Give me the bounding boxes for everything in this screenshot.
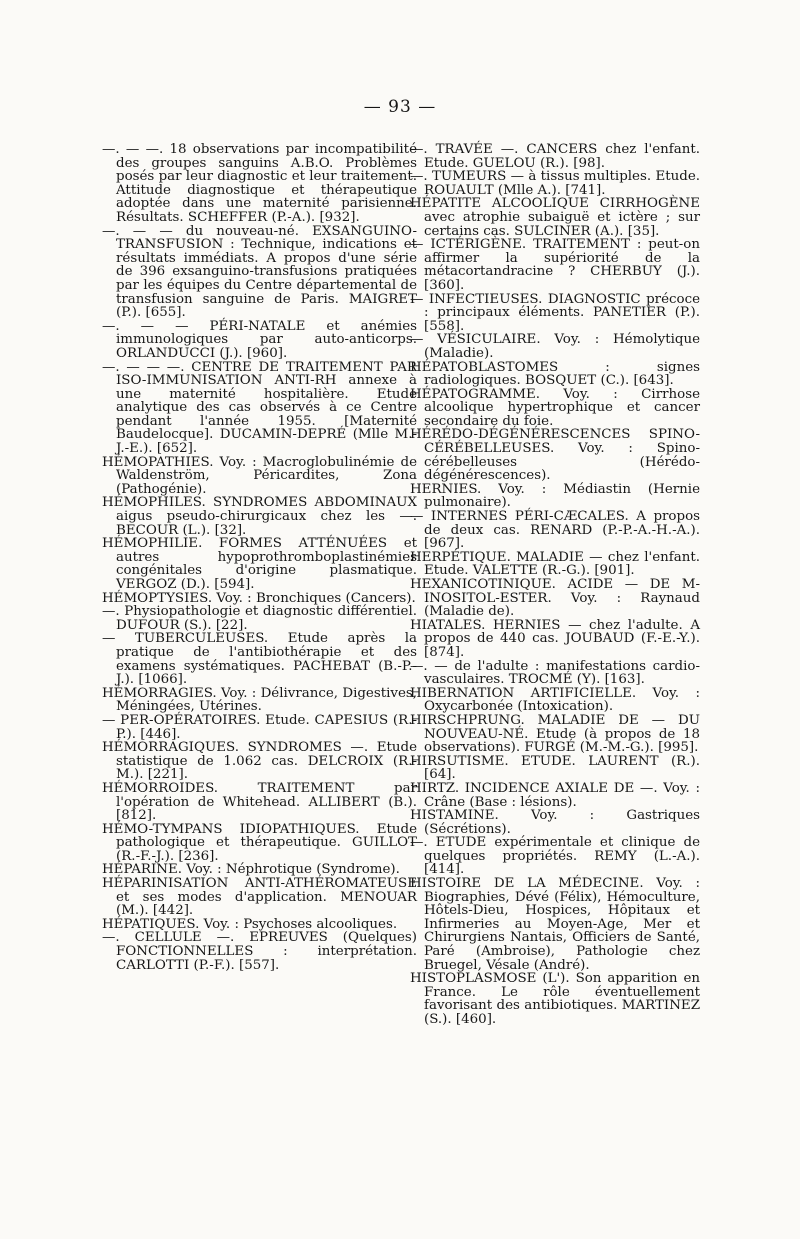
index-entry: — PER-OPÉRATOIRES. Etude. CAPESIUS (R.-P.). [446].: [102, 712, 417, 742]
index-entry: —. — — —. CENTRE DE TRAITEMENT PAR ISO-IMMUNISATION ANTI-RH annexe à une maternité hospitalière. Etude analytique des cas observés à ce Centre pendant l'année 1955. [Maternité Baudelocque]. DUCAMIN-DEPRÉ (Mlle M.-J.-E.). [652].: [102, 359, 417, 457]
index-entry: HIATALES. HERNIES — chez l'adulte. A propos de 440 cas. JOUBAUD (F.-E.-Y.). [874].: [410, 617, 700, 660]
index-entry: HÉMORROIDES. TRAITEMENT par l'opération de Whitehead. ALLIBERT (B.). [812].: [102, 780, 417, 824]
index-entry: HÉPARINE. Voy. : Néphrotique (Syndrome).: [102, 862, 400, 878]
index-entry: HERPÉTIQUE. MALADIE — chez l'enfant. Etude. VALETTE (R.-G.). [901].: [410, 549, 700, 579]
index-entry: HÉPATIQUES. Voy. : Psychoses alcooliques.: [102, 916, 398, 932]
index-entry: HIRTZ. INCIDENCE AXIALE DE —. Voy. : Crâne (Base : lésions).: [410, 780, 700, 810]
index-entry: —. — — PÉRI-NATALE et anémies immunologiques par auto-anticorps. ORLANDUCCI (J.). [960].: [102, 318, 417, 361]
index-entry: HÉPATOGRAMME. Voy. : Cirrhose alcoolique hypertrophique et cancer secondaire du foie.: [410, 386, 700, 429]
index-entry: HÉMO-TYMPANS IDIOPATHIQUES. Etude pathologique et thérapeutique. GUILLOT (R.-F.-J.). [236].: [102, 821, 417, 864]
index-entry: HÉPATITE ALCOOLIQUE CIRRHOGÈNE avec atrophie subaiguë et ictère ; sur certains cas. SULCINER (A.). [35].: [410, 196, 700, 239]
index-entry: —. — de l'adulte : manifestations cardio-vasculaires. TROCMÉ (Y). [163].: [410, 658, 700, 688]
index-entry: —. TUMEURS — à tissus multiples. Etude. ROUAULT (Mlle A.). [741].: [410, 169, 700, 198]
index-entry: HÉMOPHILIE. FORMES ATTÉNUÉES et autres hypoprothromboplastinémies congénitales d'origine plasmatique. VERGOZ (D.). [594].: [102, 536, 417, 592]
right-column: [410, 143, 700, 1027]
index-entry: — INFECTIEUSES. DIAGNOSTIC précoce : principaux éléments. PANETIER (P.). [558].: [410, 291, 700, 334]
index-entry: — VÉSICULAIRE. Voy. : Hémolytique (Maladie).: [410, 332, 700, 361]
index-entry: HERNIES. Voy. : Médiastin (Hernie pulmonaire).: [410, 481, 700, 511]
index-entry: —. — —. 18 observations par incompatibilité des groupes sanguins A.B.O. Problèmes posés par leur diagnostic et leur traitement. Attitude diagnostique et thérapeutique adoptée dans une maternité parisienne. Résultats. SCHEFFER (P.-A.). [932].: [102, 142, 417, 225]
index-entry: — ICTÉRIGÈNE. TRAITEMENT : peut-on affirmer la supériorité de la métacortandracine ? CHERBUY (J.). [360].: [410, 237, 700, 293]
index-entry: HÉMORRAGIES. Voy. : Délivrance, Digestives, Méningées, Utérines.: [102, 685, 417, 715]
index-entry: HÉPARINISATION ANTI-ATHÉROMATEUSE et ses modes d'application. MENOUAR (M.). [442].: [102, 876, 417, 919]
index-entry: —. ETUDE expérimentale et clinique de quelques propriétés. REMY (L.-A.). [414].: [410, 835, 700, 878]
index-entry: HISTOIRE DE LA MÉDECINE. Voy. : Biographies, Dévé (Félix), Hémoculture, Hôtels-Dieu, Hospices, Hôpitaux et Infirmeries au Moyen-Age, Mer et Chirurgiens Nantais, Officiers de Santé, Paré (Ambroise), Pathologie chez Bruegel, Vésale (André).: [410, 876, 700, 973]
index-entry: HIRSCHPRUNG. MALADIE DE — DU NOUVEAU-NÉ. Etude (à propos de 18 observations). FURGÉ (M.-M.-G.). [995].: [410, 712, 700, 756]
index-entry: — TUBERCULEUSES. Etude après la pratique de l'antibiothérapie et des examens systématiques. PACHEBAT (B.-P.-J.). [1066].: [102, 631, 417, 688]
index-entry: HIRSUTISME. ETUDE. LAURENT (R.). [64].: [410, 753, 700, 783]
index-entry: HÉMOPHILES. SYNDROMES ABDOMINAUX aigus pseudo-chirurgicaux chez les —. BECOUR (L.). [32].: [102, 495, 417, 538]
index-entry: HÉPATOBLASTOMES : signes radiologiques. BOSQUET (C.). [643].: [410, 359, 700, 389]
index-entry: —. — — du nouveau-né. EXSANGUINO-TRANSFUSION : Technique, indications et résultats immédiats. A propos d'une série de 396 exsanguino-transfusions pratiquées par les équipes du Centre départemental de transfusion sanguine de Paris. MAIGRET (P.). [655].: [102, 223, 417, 321]
index-entry: HEXANICOTINIQUE. ACIDE — DE M-INOSITOL-ESTER. Voy. : Raynaud (Maladie de).: [410, 577, 700, 620]
page-number: — 93 —: [363, 97, 437, 117]
index-entry: HÉMORRAGIQUES. SYNDROMES —. Etude statistique de 1.062 cas. DELCROIX (R.-M.). [221].: [102, 740, 417, 783]
index-entry: HIBERNATION ARTIFICIELLE. Voy. : Oxycarbonée (Intoxication).: [410, 685, 700, 715]
index-entry: — INTERNES PÉRI-CÆCALES. A propos de deux cas. RENARD (P.-P.-A.-H.-A.). [967].: [410, 509, 700, 552]
index-entry: HÉMOPATHIES. Voy. : Macroglobulinémie de Waldenström, Péricardites, Zona (Pathogénie).: [102, 454, 417, 497]
index-entry: HÉRÉDO-DÉGÉNÉRESCENCES SPINO-CÉRÉBELLEUSES. Voy. : Spino-cérébelleuses (Hérédo-dégénérescences).: [410, 427, 700, 484]
index-entry: —. CELLULE —. EPREUVES (Quelques) FONCTIONNELLES : interprétation. CARLOTTI (P.-F.). [557].: [102, 930, 417, 973]
index-entry: —. Physiopathologie et diagnostic différentiel. DUFOUR (S.). [22].: [102, 604, 417, 633]
index-entry: HISTAMINE. Voy. : Gastriques (Sécrétions).: [410, 808, 700, 837]
index-entry: HÉMOPTYSIES. Voy. : Bronchiques (Cancers).: [102, 590, 416, 606]
index-entry: HISTOPLASMOSE (L'). Son apparition en France. Le rôle éventuellement favorisant des antibiotiques. MARTINEZ (S.). [460].: [410, 971, 700, 1027]
index-entry: —. TRAVÉE —. CANCERS chez l'enfant. Etude. GUELOU (R.). [98].: [410, 142, 700, 171]
left-column: [102, 143, 417, 972]
